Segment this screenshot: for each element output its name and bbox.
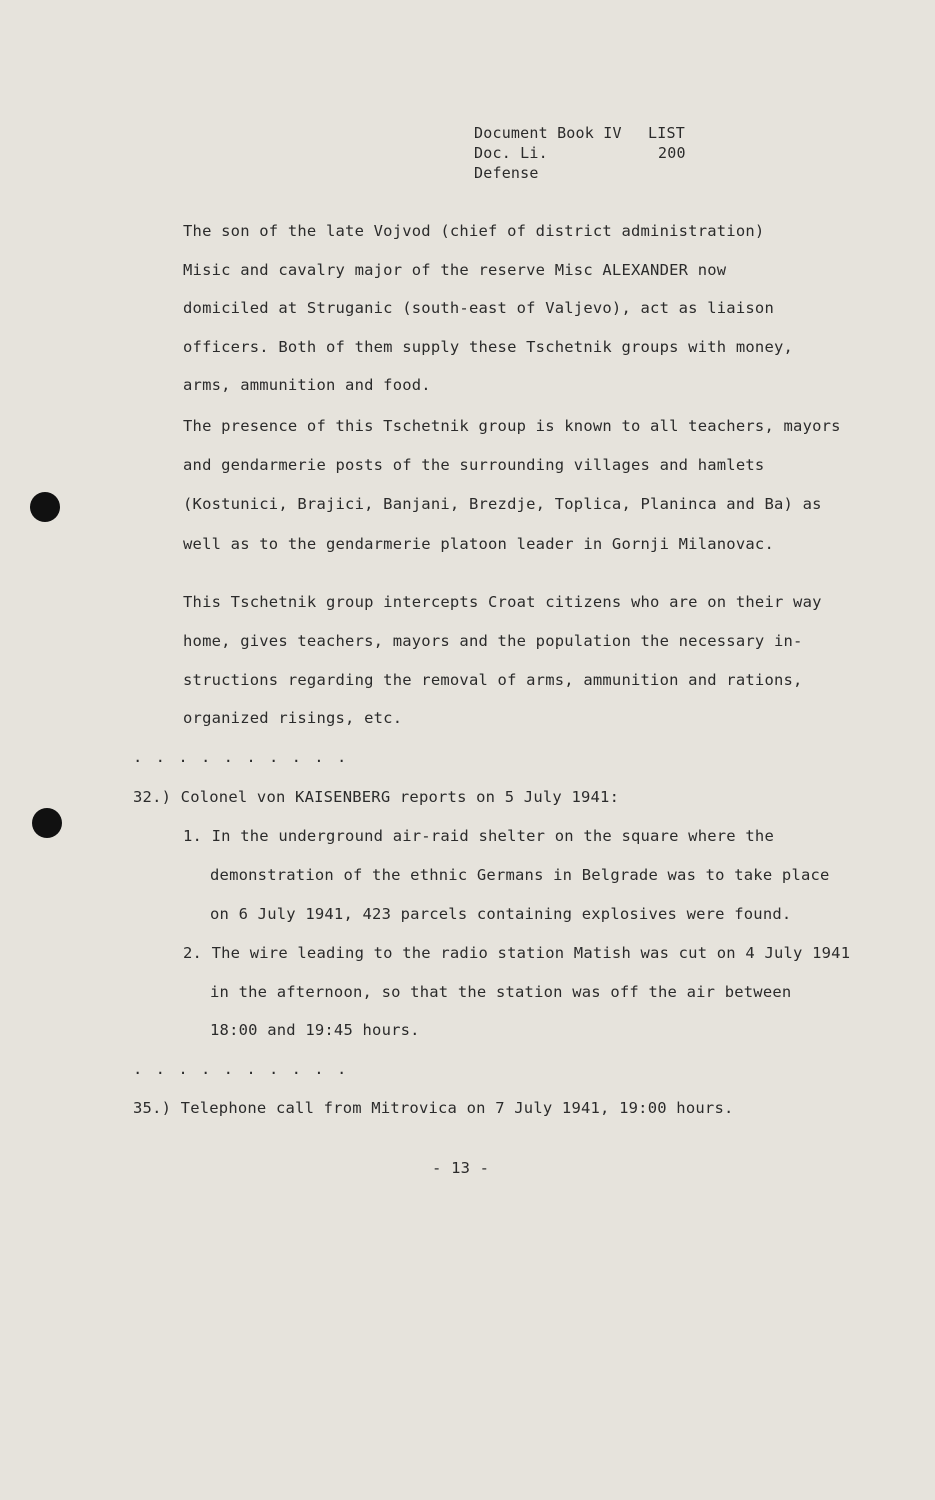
item-32-sub2-line: in the afternoon, so that the station was off the air between	[210, 983, 792, 1001]
punch-hole-upper	[30, 492, 60, 522]
paragraph-1-line: domiciled at Struganic (south-east of Valjevo), act as liaison	[183, 299, 774, 317]
item-32-sub1-line: 1. In the underground air-raid shelter on the square where the	[183, 827, 774, 845]
paragraph-3-line: structions regarding the removal of arms, ammunition and rations,	[183, 671, 803, 689]
paragraph-1-line: Misic and cavalry major of the reserve Misc ALEXANDER now	[183, 261, 727, 279]
section-separator-dots: . . . . . . . . . .	[133, 1060, 349, 1078]
paragraph-2-line: (Kostunici, Brajici, Banjani, Brezdje, Toplica, Planinca and Ba) as	[183, 495, 822, 513]
item-32-sub1-line: on 6 July 1941, 423 parcels containing explosives were found.	[210, 905, 792, 923]
item-32-sub2-line: 18:00 and 19:45 hours.	[210, 1021, 420, 1039]
paragraph-2-line: well as to the gendarmerie platoon leader in Gornji Milanovac.	[183, 535, 774, 553]
header-list: LIST	[648, 124, 685, 142]
paragraph-2-line: The presence of this Tschetnik group is known to all teachers, mayors	[183, 417, 841, 435]
item-32-sub1-line: demonstration of the ethnic Germans in Belgrade was to take place	[210, 866, 830, 884]
paragraph-3-line: organized risings, etc.	[183, 709, 403, 727]
header-number: 200	[658, 144, 686, 162]
header-defense: Defense	[474, 164, 539, 182]
punch-hole-lower	[32, 808, 62, 838]
item-32-sub2-line: 2. The wire leading to the radio station Matish was cut on 4 July 1941	[183, 944, 851, 962]
page-number: - 13 -	[432, 1159, 490, 1177]
paragraph-2-line: and gendarmerie posts of the surrounding villages and hamlets	[183, 456, 765, 474]
header-doc-number: Doc. Li.	[474, 144, 548, 162]
item-32-heading: 32.) Colonel von KAISENBERG reports on 5 July 1941:	[133, 788, 620, 806]
paragraph-1-line: arms, ammunition and food.	[183, 376, 431, 394]
header-doc-book: Document Book IV	[474, 124, 622, 142]
paragraph-1-line: officers. Both of them supply these Tschetnik groups with money,	[183, 338, 794, 356]
paragraph-3-line: home, gives teachers, mayors and the population the necessary in-	[183, 632, 803, 650]
item-35-heading: 35.) Telephone call from Mitrovica on 7 July 1941, 19:00 hours.	[133, 1099, 734, 1117]
section-separator-dots: . . . . . . . . . .	[133, 748, 349, 766]
paragraph-1-line: The son of the late Vojvod (chief of district administration)	[183, 222, 765, 240]
paragraph-3-line: This Tschetnik group intercepts Croat citizens who are on their way	[183, 593, 822, 611]
